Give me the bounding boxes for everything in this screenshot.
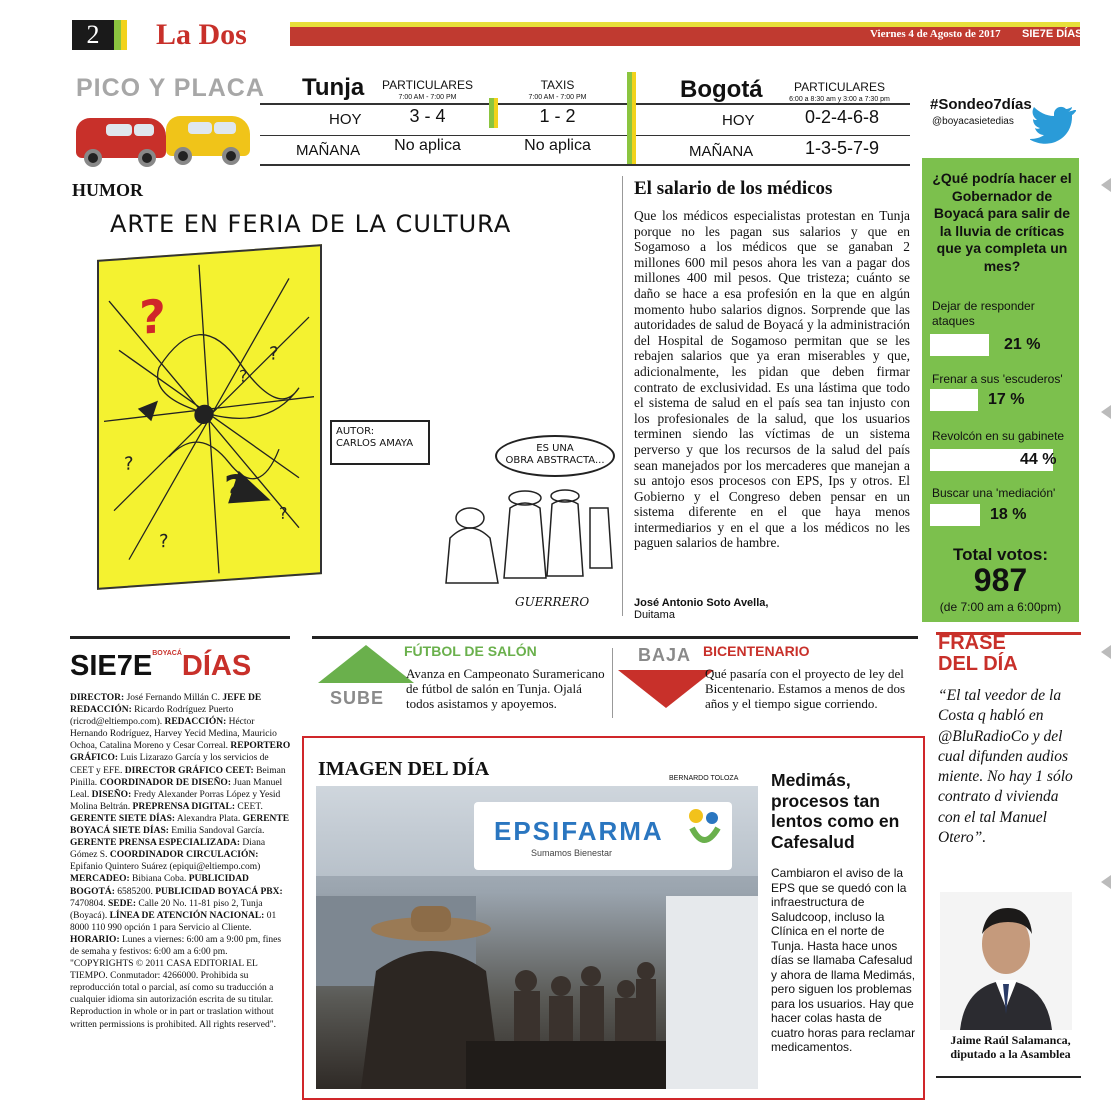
- tunja-particulares-header: PARTICULARES: [382, 78, 473, 92]
- photo-credit: BERNARDO TOLOZA: [669, 775, 739, 782]
- svg-text:?: ?: [279, 503, 288, 524]
- margin-arrow-icon: [1101, 645, 1111, 659]
- poll-option-pct: 21 %: [1004, 336, 1041, 353]
- person-portrait-icon: [940, 892, 1072, 1030]
- cartoonist-signature: GUERRERO: [515, 595, 590, 609]
- scribble-art-icon: [99, 246, 320, 587]
- bogota-particulares-header: PARTICULARES: [794, 80, 885, 94]
- frase-title: [938, 633, 1018, 675]
- poll-option-label: Dejar de responder ataques: [932, 299, 1035, 328]
- baja-category: BICENTENARIO: [703, 643, 810, 659]
- author-card: [330, 420, 430, 465]
- poll-option-label: Frenar a sus 'escuderos': [932, 372, 1063, 386]
- frase-title-line1: FRASE: [938, 632, 1006, 654]
- header-brand: SIE7E DÍAS: [1022, 28, 1083, 40]
- pico-y-placa-title: PICO Y PLACA: [76, 74, 265, 102]
- sign-slogan: Sumamos Bienestar: [531, 848, 613, 858]
- poll-handle: @boyacasietedias: [932, 116, 1014, 127]
- cartoon-caption: ARTE EN FERIA DE LA CULTURA: [110, 210, 512, 238]
- poll-option-bar: [930, 389, 978, 411]
- image-of-day-title: IMAGEN DEL DÍA: [318, 758, 490, 780]
- people-queue-icon: [316, 901, 666, 1089]
- editorial-author: José Antonio Soto Avella,: [634, 597, 769, 609]
- poll-question: ¿Qué podría hacer el Gobernador de Boyacá para salir de la lluvia de críticas que ya completa un mes?: [932, 170, 1072, 274]
- editorial-place: Duitama: [634, 609, 675, 621]
- abstract-painting: [97, 244, 322, 590]
- svg-text:?: ?: [139, 289, 166, 345]
- poll-option-label: Buscar una 'mediación': [932, 486, 1056, 500]
- column-divider: [622, 176, 623, 616]
- poll-total-label: Total votos:: [952, 545, 1049, 564]
- poll-total-note: (de 7:00 am a 6:00pm): [939, 600, 1062, 614]
- margin-arrow-icon: [1101, 875, 1111, 889]
- sietedias-logo: [70, 650, 251, 683]
- credits-rule: [70, 636, 290, 639]
- tunja-hoy-particulares: 3 - 4: [409, 106, 446, 126]
- editorial-title: El salario de los médicos: [634, 178, 833, 199]
- header-bar-highlight: [290, 22, 1080, 27]
- image-body: Cambiaron el aviso de la EPS que se quedó con la infraestructura de Saludcoop, incluso la Clínica en el norte de Tunja. Hasta hace unos días se llamaba Cafesalud y ahora de llama Medimás, pero siguen los problemas para los usuarios. Hay que hacer colas hasta de cuatro horas para reclamar medicamentos.: [771, 866, 916, 1054]
- tunja-hoy-taxis: 1 - 2: [539, 106, 576, 126]
- logo-part-b: DÍAS: [181, 650, 252, 682]
- tunja-manana-particulares: No aplica: [394, 137, 461, 154]
- pyp-rule: [260, 103, 910, 105]
- bogota-hoy-value: 0-2-4-6-8: [804, 107, 880, 127]
- subebaja-rule: [312, 636, 918, 639]
- frase-bottom-rule: [936, 1076, 1081, 1078]
- red-car-icon: [76, 118, 166, 158]
- bogota-manana-value: 1-3-5-7-9: [804, 138, 880, 158]
- svg-text:?: ?: [269, 343, 279, 365]
- bogota-particulares-hours: 6:00 a 8:30 am y 3:00 a 7:30 pm: [789, 96, 890, 103]
- sign-brand: EPSIFARMA: [494, 816, 664, 846]
- margin-arrow-icon: [1101, 178, 1111, 192]
- logo-part-small: BOYACÁ: [152, 650, 182, 657]
- poll-option-pct: 44 %: [1020, 451, 1057, 468]
- pyp-rule: [260, 135, 910, 136]
- svg-text:?: ?: [224, 466, 247, 512]
- building-wall: [666, 896, 758, 1089]
- poll-option-bar: [930, 504, 980, 526]
- tunja-taxis-header: TAXIS: [540, 78, 575, 92]
- sube-label: SUBE: [330, 688, 385, 708]
- bogota-manana-label: MAÑANA: [689, 143, 754, 160]
- frase-quote: “El tal veedor de la Costa q habló en @BluRadioCo y del cual difunden audios miente. No hay 1 sólo contrato d vivienda con el tal Manuel Otero”.: [938, 687, 1073, 847]
- up-arrow-icon: [318, 645, 414, 683]
- poll-option-label: Revolcón en su gabinete: [932, 429, 1065, 443]
- taxi-icon: [166, 116, 250, 156]
- speech-bubble: [495, 435, 615, 477]
- visitors-drawing-icon: [430, 478, 620, 598]
- issue-date: Viernes 4 de Agosto de 2017: [870, 28, 1001, 40]
- poll-option-pct: 17 %: [988, 391, 1025, 408]
- sube-category: FÚTBOL DE SALÓN: [404, 643, 537, 659]
- tunja-taxis-hours: 7:00 AM - 7:00 PM: [528, 94, 587, 101]
- pyp-rule: [260, 164, 910, 166]
- subebaja-divider: [612, 648, 613, 718]
- baja-label: BAJA: [638, 645, 692, 665]
- tunja-manana-taxis: No aplica: [524, 137, 591, 154]
- epsifarma-logo-icon: [686, 806, 722, 852]
- tunja-hoy-label: HOY: [329, 111, 362, 128]
- tunja-manana-label: MAÑANA: [296, 142, 361, 159]
- bubble-line1: ES UNA: [536, 443, 574, 454]
- editorial-body: Que los médicos especialistas protestan en Tunja porque no les pagan sus salarios y que en Sogamoso a los médicos que se ganaban 2 millones 600 mil pesos ahora les van a pagar dos millones 400 mil pesos. Que tristeza; cuánto se daño se hace a esa profesión en la que en algún momento hubo salarios dignos. Sorprende que las autoridades de salud de Boyacá y la administración del Hospital de Sogamoso permitan que se les rebajen salarios que ya eran miserables y que, adicionalmente, les pidan que deben firmar contrato de exclusividad. Es una lástima que todo el sistema de salud en el país sea tan injusto con los profesionales de la salud, que los usuarios terminen siendo las víctimas de un sistema perverso y que los recursos de la salud del país sean manejados por los mercaderes que manejan a su antojo esos procesos con EPS, Ips y otros. El Gobierno y el Congreso deben pensar en un sistema diferente en el que haya menos intermediarios y en el que a los médicos no les paguen salarios de hambre.: [634, 208, 910, 551]
- credits-text: DIRECTOR: José Fernando Millán C. JEFE DE REDACCIÓN: Ricardo Rodríguez Puerto (ricrod@eltiempo.com). REDACCIÓN: Héctor Hernando Rodríguez, Harvey Yecid Medina, Mauricio Ochoa, Catalina Moreno y Cesar Correal. REPORTERO GRÁFICO: Luis Lizarazo García y los servicios de CEET y EFE. DIRECTOR GRÁFICO CEET: Beiman Pinilla. COORDINADOR DE DISEÑO: Juan Manuel Leal. DISEÑO: Fredy Alexander Porras López y Yesid Molina Beltrán. PREPRENSA DIGITAL: CEET. GERENTE SIETE DÍAS: Alexandra Plata. GERENTE BOYACÁ SIETE DÍAS: Emilia Sandoval García. GERENTE PRENSA ESPECIALIZADA: Diana Gómez S. COORDINADOR CIRCULACIÓN: Epifanio Quintero Suárez (epiqui@eltiempo.com) MERCADEO: Bibiana Coba. PUBLICIDAD BOGOTÁ: 6585200. PUBLICIDAD BOYACÁ PBX: 7470804. SEDE: Calle 20 No. 11-81 piso 2, Tunja (Boyacá). LÍNEA DE ATENCIÓN NACIONAL: 01 8000 110 990 opción 1 para Servicio al Cliente. HORARIO: Lunes a viernes: 6:00 am a 9:00 pm, fines de semaha y festivos: 6:00 am a 6:00 pm. "COPYRIGHTS © 2011 CASA EDITORIAL EL TIEMPO. Conmutador: 4266000. Prohibida su reproducción total o parcial, así como su traducción a cualquier idioma sin autorización escrita de su titular. Reproduction in whole or in part or traslation without written permissions is prohibited. All rights reserved".: [70, 693, 291, 1030]
- portrait-photo: [940, 892, 1072, 1030]
- header-yellow-stripe: [121, 20, 127, 50]
- svg-text:?: ?: [159, 530, 169, 553]
- yellow-divider: [632, 72, 636, 164]
- twitter-bird-icon: [1030, 104, 1076, 146]
- sube-text: Avanza en Campeonato Suramericano de fútbol de salón en Tunja. Ojalá todos asistamos y apoyemos.: [406, 666, 605, 711]
- queue-photo: [316, 786, 758, 1089]
- margin-arrow-icon: [1101, 405, 1111, 419]
- poll-total-value: 987: [973, 562, 1028, 598]
- poll-option-pct: 18 %: [990, 506, 1027, 523]
- tunja-particulares-hours: 7:00 AM - 7:00 PM: [398, 94, 457, 101]
- page-number: 2: [72, 20, 114, 50]
- logo-part-a: SIE7E: [70, 650, 153, 682]
- baja-text: Qué pasaría con el proyecto de ley del Bicentenario. Estamos a menos de dos años y el tiempo sigue corriendo.: [705, 666, 906, 711]
- frase-author: Jaime Raúl Salamanca, diputado a la Asamblea: [950, 1033, 1071, 1061]
- bogota-label: Bogotá: [680, 76, 763, 103]
- tunja-label: Tunja: [302, 74, 365, 101]
- bogota-hoy-label: HOY: [722, 112, 755, 129]
- down-arrow-icon: [618, 670, 714, 708]
- svg-text:?: ?: [239, 366, 248, 386]
- image-headline: Medimás, procesos tan lentos como en Cafesalud: [771, 770, 900, 852]
- yellow-divider: [494, 98, 498, 128]
- author-card-line1: AUTOR:: [336, 426, 375, 437]
- poll-hashtag: #Sondeo7días: [930, 96, 1032, 113]
- author-card-line2: CARLOS AMAYA: [336, 438, 414, 449]
- humor-label: HUMOR: [72, 180, 143, 200]
- section-title: La Dos: [156, 18, 247, 51]
- frase-title-line2: DEL DÍA: [938, 653, 1018, 675]
- poll-option-bar: [930, 334, 989, 356]
- bubble-line2: OBRA ABSTRACTA...: [505, 455, 605, 466]
- header-green-stripe: [114, 20, 121, 50]
- svg-text:?: ?: [124, 453, 134, 475]
